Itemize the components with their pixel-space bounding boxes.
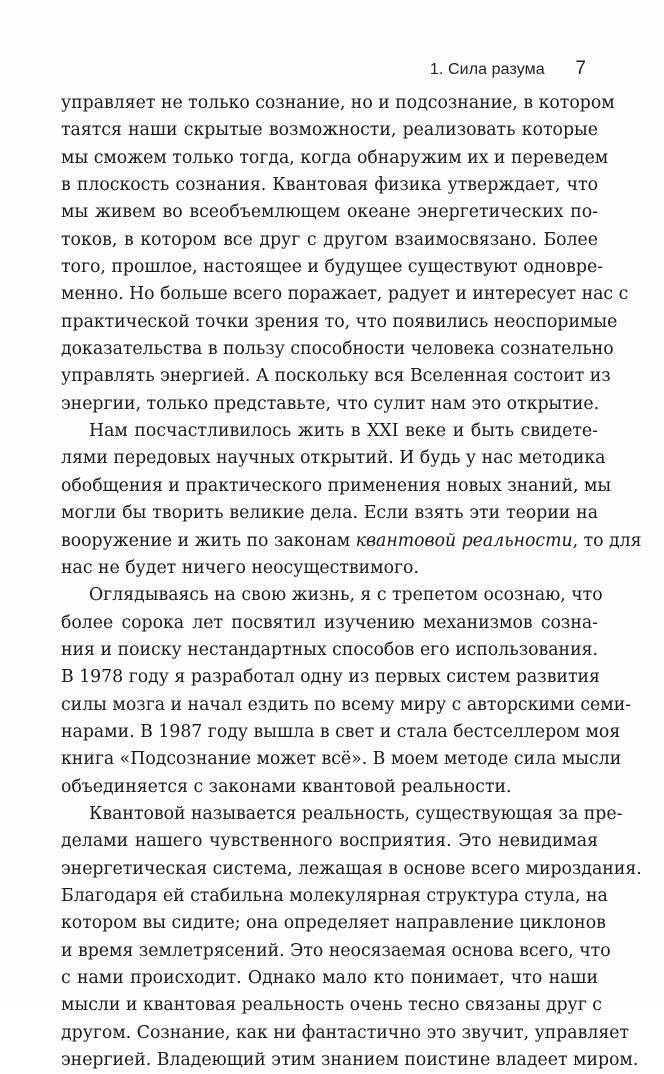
text-line: могли бы творить великие дела. Если взять эти теории на (61, 503, 598, 524)
text-line: менно. Но больше всего поражает, радует и интересует нас с (61, 284, 629, 305)
page-number: 7 (575, 58, 586, 79)
text-line: того, прошлое, настоящее и будущее существуют одновре- (61, 257, 604, 278)
text-line: мы живем во всеобъемлющем океане энергетических по- (61, 202, 598, 223)
text-line: лями передовых научных открытий. И будь у нас методика (61, 448, 606, 469)
text-line: мы сможем только тогда, когда обнаружим их и переведем (61, 147, 609, 168)
text-line: с нами происходит. Однако мало кто понимает, что наши (61, 968, 598, 988)
text-line: управлять энергией. А поскольку вся Вселенная состоит из (61, 366, 611, 387)
text-line: доказательства в пользу способности человека сознательно (61, 339, 614, 360)
text-line: более сорока лет посвятил изучению механизмов созна- (61, 612, 598, 633)
running-head (430, 58, 586, 80)
text-line: котором вы сидите; она определяет направление циклонов (61, 913, 606, 934)
text-line: обобщения и практического применения новых знаний, мы (61, 475, 612, 496)
text-line: В 1978 году я разработал одну из первых систем развития (61, 667, 600, 688)
text-line: другом. Сознание, как ни фантастично это звучит, управляет (61, 1022, 630, 1043)
text-line: таятся наши скрытые возможности, реализовать которые (61, 120, 598, 141)
paragraph-3 (61, 582, 632, 801)
text-line: и время землетрясений. Это неосязаемая основа всего, что (61, 940, 611, 961)
body-text (61, 90, 642, 1074)
text-line: Благодаря ей стабильна молекулярная структура стула, на (61, 885, 608, 906)
text-line: управляет не только сознание, но и подсознание, в котором (61, 93, 615, 113)
text-line: нас не будет ничего неосуществимого. (61, 557, 419, 578)
text-line: Нам посчастливилось жить в XXI веке и быть свидете- (89, 421, 598, 442)
text-line: делами нашего чувственного восприятия. Это невидимая (61, 831, 598, 852)
text-line: энергии, только представьте, что сулит нам это открытие. (61, 393, 600, 414)
emphasis-quantum-reality: квантовой реальности (355, 530, 573, 551)
text-line: энергетическая система, лежащая в основе всего мироздания. (61, 858, 642, 879)
paragraph-1 (61, 90, 629, 418)
text-line: объединяется с законами квантовой реальности. (61, 776, 512, 797)
text-line: Квантовой называется реальность, существующая за пре- (89, 803, 623, 824)
text-line: книга «Подсознание может всё». В моем методе сила мысли (61, 749, 622, 770)
text-line: в плоскость сознания. Квантовая физика утверждает, что (61, 175, 598, 196)
text-line: токов, в котором все друг с другом взаимосвязано. Более (61, 229, 598, 250)
text-line: ния и поиску нестандартных способов его использования. (61, 639, 598, 660)
text-line: мысли и квантовая реальность очень тесно связаны друг с (61, 995, 602, 1016)
text-line: энергией. Владеющий этим знанием поистине владеет миром. (61, 1050, 639, 1071)
text-line: Оглядываясь на свою жизнь, я с трепетом осознаю, что (89, 585, 603, 606)
text-line: нарами. В 1987 году вышла в свет и стала бестселлером моя (61, 721, 621, 742)
paragraph-4 (61, 801, 642, 1074)
text-line: вооружение и жить по законам квантовой реальности, то для (61, 530, 642, 551)
text-line: практической точки зрения то, что появились неоспоримые (61, 311, 618, 332)
paragraph-2 (61, 418, 642, 582)
text-line: силы мозга и начал ездить по всему миру с авторскими семи- (61, 694, 632, 715)
chapter-title: 1. Сила разума (429, 61, 545, 78)
